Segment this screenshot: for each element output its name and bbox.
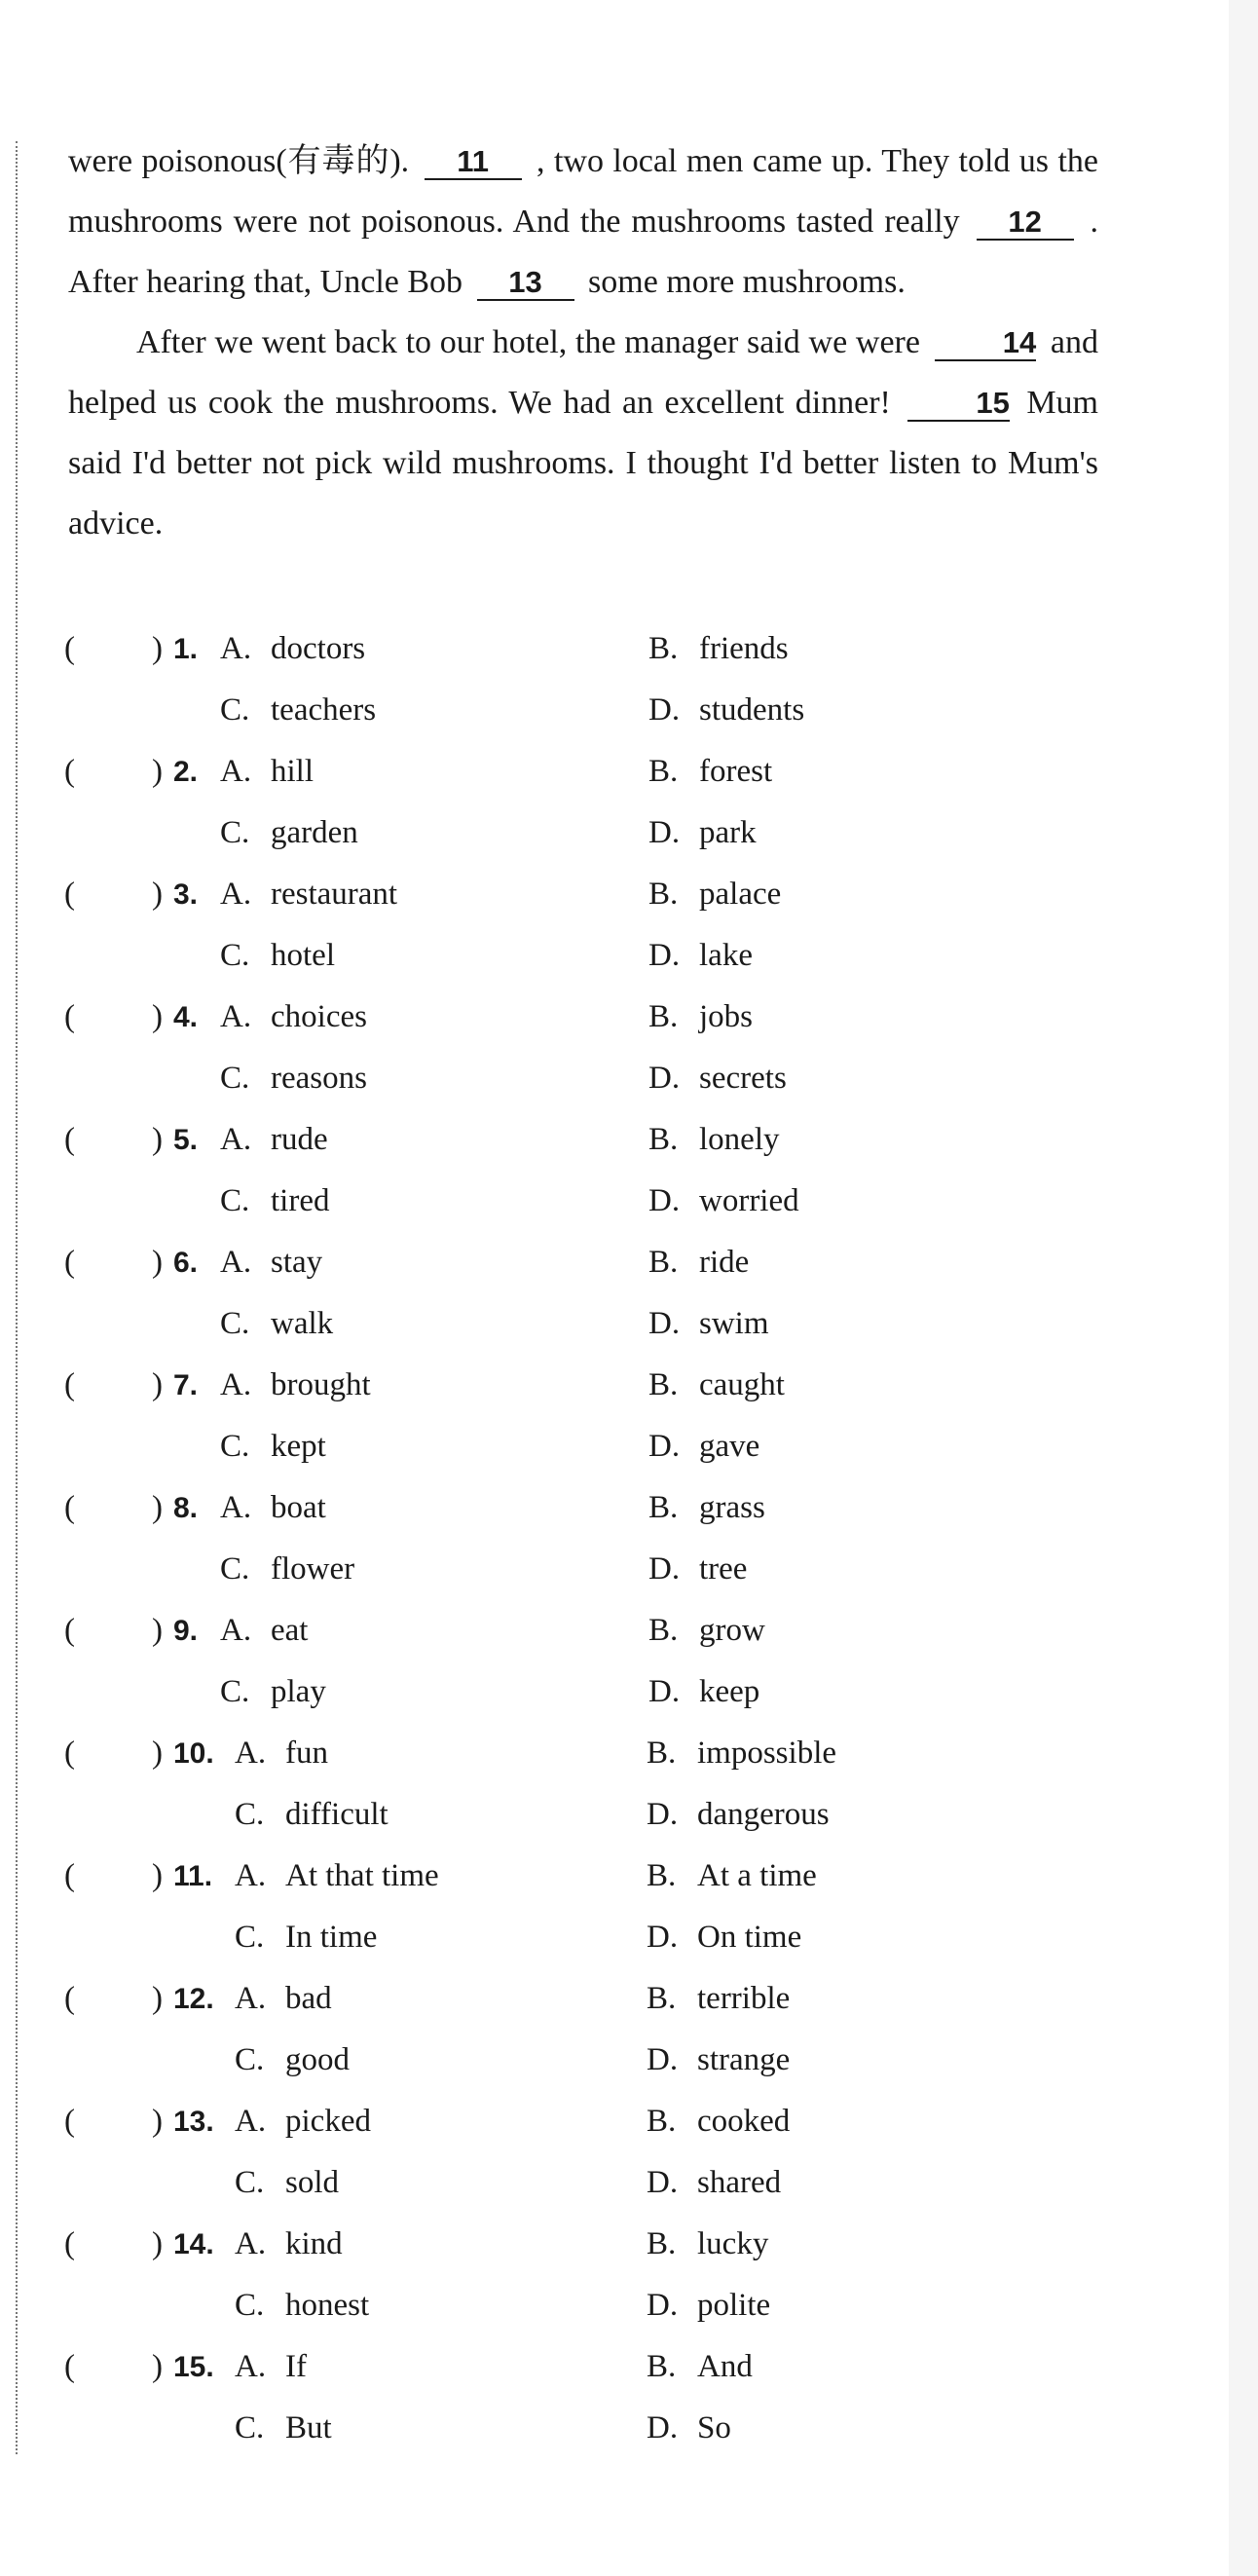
option-a <box>220 1355 371 1416</box>
option-letter: C. <box>235 2042 265 2077</box>
answer-paren-close: ) <box>152 631 163 666</box>
option-text: honest <box>285 2288 370 2323</box>
option-text: park <box>699 815 757 850</box>
option-letter: D. <box>647 2288 679 2323</box>
answer-paren-open: ( <box>64 999 75 1034</box>
option-letter: A. <box>220 1122 252 1157</box>
option-d <box>648 925 753 987</box>
option-a <box>235 1968 332 2030</box>
option-letter: A. <box>235 1981 267 2016</box>
option-text: tired <box>271 1183 330 1218</box>
question-item <box>64 1723 1135 1846</box>
option-letter: C. <box>235 1920 265 1955</box>
option-b <box>648 1600 765 1661</box>
option-text: If <box>285 2349 307 2384</box>
question-row-cd <box>64 925 1135 987</box>
option-text: walk <box>271 1306 334 1341</box>
answer-paren-close: ) <box>152 2226 163 2261</box>
option-letter: B. <box>648 631 679 666</box>
option-d <box>648 803 757 864</box>
option-d <box>648 1048 787 1109</box>
option-a <box>220 741 314 803</box>
question-row-ab <box>64 1600 1135 1661</box>
option-letter: B. <box>647 2226 677 2261</box>
question-number: 1. <box>173 633 199 665</box>
option-text: doctors <box>271 631 366 666</box>
option-b <box>647 1968 790 2030</box>
answer-paren-close: ) <box>152 1613 163 1648</box>
option-letter: B. <box>648 1613 679 1648</box>
option-text: flower <box>271 1551 355 1587</box>
question-number: 10. <box>173 1737 214 1770</box>
option-text: play <box>271 1674 326 1709</box>
option-d <box>647 2275 770 2336</box>
answer-paren-close: ) <box>152 1245 163 1280</box>
option-text: hill <box>271 754 314 789</box>
option-text: choices <box>271 999 367 1034</box>
question-item <box>64 2336 1135 2459</box>
option-d <box>647 1784 830 1846</box>
question-row-ab <box>64 2214 1135 2275</box>
option-text: On time <box>697 1920 802 1955</box>
question-row-cd <box>64 1048 1135 1109</box>
question-row-cd <box>64 1539 1135 1600</box>
option-text: grow <box>699 1613 765 1648</box>
passage-paragraph-1 <box>68 131 1098 313</box>
passage-paragraph-2 <box>68 313 1098 554</box>
question-row-cd <box>64 1171 1135 1232</box>
question-row-cd <box>64 1907 1135 1968</box>
option-text: palace <box>699 877 782 912</box>
option-letter: A. <box>220 631 252 666</box>
answer-paren-open: ( <box>64 1245 75 1280</box>
question-row-ab <box>64 1109 1135 1171</box>
option-text: jobs <box>699 999 754 1034</box>
question-item <box>64 987 1135 1109</box>
option-d <box>648 1539 747 1600</box>
option-c <box>220 1048 367 1109</box>
question-row-cd <box>64 803 1135 864</box>
option-a <box>220 1109 328 1171</box>
option-text: lucky <box>697 2226 769 2261</box>
option-c <box>235 1784 388 1846</box>
answer-paren-open: ( <box>64 1490 75 1525</box>
question-number: 9. <box>173 1615 199 1647</box>
option-d <box>647 2030 790 2091</box>
option-letter: A. <box>235 1736 267 1771</box>
option-text: reasons <box>271 1061 367 1096</box>
option-letter: D. <box>648 1551 681 1587</box>
option-letter: A. <box>235 2349 267 2384</box>
option-letter: A. <box>220 999 252 1034</box>
option-letter: D. <box>648 1183 681 1218</box>
option-text: lake <box>699 938 753 973</box>
option-text: strange <box>697 2042 791 2077</box>
question-row-ab <box>64 2091 1135 2152</box>
answer-paren-open: ( <box>64 1367 75 1402</box>
option-letter: D. <box>647 1920 679 1955</box>
answer-paren-open: ( <box>64 1981 75 2016</box>
option-text: kept <box>271 1429 326 1464</box>
answer-paren-open: ( <box>64 2104 75 2139</box>
option-letter: C. <box>235 1797 265 1832</box>
option-a <box>220 1232 322 1293</box>
question-number: 11. <box>173 1860 213 1892</box>
question-number: 13. <box>173 2106 214 2138</box>
question-row-cd <box>64 1784 1135 1846</box>
option-letter: C. <box>220 1306 250 1341</box>
option-text: At a time <box>697 1858 817 1893</box>
option-letter: D. <box>648 1674 681 1709</box>
answer-paren-open: ( <box>64 1858 75 1893</box>
option-c <box>235 2152 339 2214</box>
option-letter: A. <box>235 2226 267 2261</box>
option-text: polite <box>697 2288 771 2323</box>
blank-14: 14 <box>935 326 1036 361</box>
option-c <box>220 1416 326 1477</box>
question-number: 3. <box>173 878 199 911</box>
option-letter: B. <box>647 2349 677 2384</box>
option-text: rude <box>271 1122 328 1157</box>
option-text: picked <box>285 2104 371 2139</box>
blank-13: 13 <box>477 266 574 301</box>
question-row-ab <box>64 1355 1135 1416</box>
option-letter: A. <box>220 754 252 789</box>
question-row-cd <box>64 1293 1135 1355</box>
option-text: sold <box>285 2165 340 2200</box>
option-letter: B. <box>647 2104 677 2139</box>
option-b <box>647 2091 790 2152</box>
question-row-ab <box>64 1968 1135 2030</box>
option-text: keep <box>699 1674 760 1709</box>
question-number: 15. <box>173 2351 214 2383</box>
option-c <box>220 925 335 987</box>
option-b <box>648 1109 779 1171</box>
option-a <box>235 2336 307 2398</box>
passage-text: some more mushrooms. <box>588 264 906 300</box>
option-b <box>647 1846 817 1907</box>
question-row-cd <box>64 680 1135 741</box>
option-text: bad <box>285 1981 332 2016</box>
option-text: stay <box>271 1245 323 1280</box>
option-a <box>235 2091 371 2152</box>
option-letter: A. <box>235 2104 267 2139</box>
option-text: lonely <box>699 1122 780 1157</box>
question-number: 5. <box>173 1124 199 1156</box>
option-letter: A. <box>220 1490 252 1525</box>
option-d <box>648 680 804 741</box>
option-letter: D. <box>648 938 681 973</box>
option-letter: B. <box>648 1122 679 1157</box>
option-d <box>647 1907 801 1968</box>
blank-12: 12 <box>977 205 1074 241</box>
option-c <box>220 1539 354 1600</box>
question-item <box>64 1846 1135 1968</box>
option-letter: B. <box>648 1490 679 1525</box>
option-letter: A. <box>220 1613 252 1648</box>
option-letter: C. <box>220 1674 250 1709</box>
question-row-ab <box>64 1232 1135 1293</box>
option-letter: D. <box>648 1429 681 1464</box>
option-text: difficult <box>285 1797 388 1832</box>
option-letter: C. <box>235 2288 265 2323</box>
question-list <box>64 618 1135 2459</box>
answer-paren-open: ( <box>64 1122 75 1157</box>
question-row-cd <box>64 2030 1135 2091</box>
option-text: boat <box>271 1490 326 1525</box>
option-c <box>220 803 358 864</box>
question-row-ab <box>64 618 1135 680</box>
question-item <box>64 1109 1135 1232</box>
option-b <box>648 741 772 803</box>
question-row-cd <box>64 1416 1135 1477</box>
option-b <box>647 1723 836 1784</box>
option-letter: C. <box>220 1429 250 1464</box>
option-letter: C. <box>220 692 250 728</box>
option-text: cooked <box>697 2104 791 2139</box>
option-b <box>647 2214 768 2275</box>
option-text: grass <box>699 1490 765 1525</box>
option-text: brought <box>271 1367 371 1402</box>
option-text: garden <box>271 815 358 850</box>
option-text: impossible <box>697 1736 837 1771</box>
question-item <box>64 1355 1135 1477</box>
option-letter: B. <box>648 1367 679 1402</box>
option-c <box>235 2030 350 2091</box>
option-d <box>648 1416 759 1477</box>
option-letter: B. <box>648 754 679 789</box>
option-letter: C. <box>220 938 250 973</box>
answer-paren-open: ( <box>64 877 75 912</box>
option-letter: B. <box>648 999 679 1034</box>
option-d <box>647 2152 781 2214</box>
passage-text: . After hearing that, Uncle Bob <box>68 204 1099 300</box>
question-item <box>64 1477 1135 1600</box>
passage-text: Mum said I'd better not pick wild mushrooms. I thought I'd better listen to Mum's advice. <box>68 385 1099 541</box>
answer-paren-close: ) <box>152 1736 163 1771</box>
option-letter: D. <box>648 692 681 728</box>
question-number: 4. <box>173 1001 199 1033</box>
question-number: 2. <box>173 756 199 788</box>
option-c <box>220 680 376 741</box>
question-item <box>64 1232 1135 1355</box>
question-number: 6. <box>173 1247 199 1279</box>
option-c <box>220 1661 326 1723</box>
reading-passage <box>68 131 1098 554</box>
option-b <box>648 1477 765 1539</box>
blank-11: 11 <box>425 145 522 180</box>
question-row-cd <box>64 1661 1135 1723</box>
answer-paren-close: ) <box>152 999 163 1034</box>
option-c <box>235 2398 332 2459</box>
option-text: But <box>285 2410 332 2445</box>
option-a <box>235 2214 343 2275</box>
option-text: restaurant <box>271 877 398 912</box>
question-item <box>64 864 1135 987</box>
passage-text: and helped us cook the mushrooms. We had an excellent dinner! <box>68 324 1099 421</box>
option-letter: A. <box>220 1245 252 1280</box>
question-row-cd <box>64 2275 1135 2336</box>
option-letter: D. <box>647 2042 679 2077</box>
option-letter: D. <box>648 815 681 850</box>
option-a <box>220 1477 326 1539</box>
option-letter: D. <box>647 1797 679 1832</box>
answer-paren-close: ) <box>152 877 163 912</box>
option-text: hotel <box>271 938 335 973</box>
option-text: At that time <box>285 1858 439 1893</box>
option-letter: A. <box>220 877 252 912</box>
option-letter: C. <box>220 1061 250 1096</box>
option-d <box>647 2398 731 2459</box>
option-letter: B. <box>647 1736 677 1771</box>
option-b <box>647 2336 753 2398</box>
option-text: gave <box>699 1429 760 1464</box>
option-text: dangerous <box>697 1797 830 1832</box>
question-item <box>64 2091 1135 2214</box>
option-text: students <box>699 692 805 728</box>
option-text: terrible <box>697 1981 791 2016</box>
question-item <box>64 1600 1135 1723</box>
option-a <box>220 987 367 1048</box>
option-b <box>648 1355 785 1416</box>
option-d <box>648 1293 769 1355</box>
option-letter: B. <box>648 1245 679 1280</box>
option-text: caught <box>699 1367 785 1402</box>
answer-paren-close: ) <box>152 1367 163 1402</box>
option-letter: D. <box>647 2410 679 2445</box>
question-item <box>64 741 1135 864</box>
option-letter: B. <box>648 877 679 912</box>
question-item <box>64 1968 1135 2091</box>
answer-paren-open: ( <box>64 754 75 789</box>
option-b <box>648 864 781 925</box>
question-row-ab <box>64 741 1135 803</box>
answer-paren-close: ) <box>152 1122 163 1157</box>
option-text: worried <box>699 1183 799 1218</box>
option-letter: D. <box>648 1061 681 1096</box>
passage-text: were poisonous(有毒的). <box>68 143 410 179</box>
option-a <box>220 864 397 925</box>
option-c <box>235 1907 377 1968</box>
option-letter: C. <box>220 1551 250 1587</box>
option-text: shared <box>697 2165 782 2200</box>
answer-paren-close: ) <box>152 2349 163 2384</box>
option-text: swim <box>699 1306 769 1341</box>
answer-paren-close: ) <box>152 2104 163 2139</box>
question-item <box>64 2214 1135 2336</box>
answer-paren-close: ) <box>152 1490 163 1525</box>
option-d <box>648 1661 759 1723</box>
passage-text: After we went back to our hotel, the manager said we were <box>136 324 920 360</box>
option-text: So <box>697 2410 731 2445</box>
question-number: 12. <box>173 1983 214 2015</box>
passage-text: , two local men came up. They told us the mushrooms were not poisonous. And the mushrooms tasted really <box>68 143 1098 240</box>
answer-paren-open: ( <box>64 1736 75 1771</box>
answer-paren-open: ( <box>64 2349 75 2384</box>
option-letter: D. <box>647 2165 679 2200</box>
question-row-ab <box>64 1723 1135 1784</box>
option-text: ride <box>699 1245 750 1280</box>
option-text: teachers <box>271 692 377 728</box>
question-number: 14. <box>173 2228 214 2260</box>
option-text: secrets <box>699 1061 787 1096</box>
answer-paren-open: ( <box>64 1613 75 1648</box>
answer-paren-close: ) <box>152 1858 163 1893</box>
question-row-cd <box>64 2152 1135 2214</box>
option-a <box>235 1723 328 1784</box>
dotted-margin-line <box>16 141 18 2454</box>
option-letter: C. <box>235 2410 265 2445</box>
question-row-ab <box>64 1846 1135 1907</box>
option-c <box>220 1293 333 1355</box>
option-letter: C. <box>220 815 250 850</box>
answer-paren-open: ( <box>64 2226 75 2261</box>
option-b <box>648 1232 749 1293</box>
option-b <box>648 618 789 680</box>
option-text: forest <box>699 754 773 789</box>
option-text: good <box>285 2042 350 2077</box>
option-text: tree <box>699 1551 748 1587</box>
option-letter: A. <box>235 1858 267 1893</box>
question-row-ab <box>64 987 1135 1048</box>
question-number: 8. <box>173 1492 199 1524</box>
answer-paren-close: ) <box>152 754 163 789</box>
option-c <box>235 2275 369 2336</box>
question-row-cd <box>64 2398 1135 2459</box>
option-a <box>235 1846 439 1907</box>
option-letter: C. <box>235 2165 265 2200</box>
option-text: In time <box>285 1920 378 1955</box>
option-a <box>220 1600 308 1661</box>
option-letter: A. <box>220 1367 252 1402</box>
answer-paren-open: ( <box>64 631 75 666</box>
question-number: 7. <box>173 1369 199 1401</box>
option-text: eat <box>271 1613 309 1648</box>
option-letter: D. <box>648 1306 681 1341</box>
option-d <box>648 1171 799 1232</box>
question-item <box>64 618 1135 741</box>
option-letter: B. <box>647 1981 677 2016</box>
option-c <box>220 1171 329 1232</box>
blank-15: 15 <box>907 387 1009 422</box>
answer-paren-close: ) <box>152 1981 163 2016</box>
option-text: fun <box>285 1736 328 1771</box>
option-text: kind <box>285 2226 343 2261</box>
option-b <box>648 987 753 1048</box>
question-row-ab <box>64 1477 1135 1539</box>
option-text: friends <box>699 631 789 666</box>
option-letter: B. <box>647 1858 677 1893</box>
question-row-ab <box>64 864 1135 925</box>
question-row-ab <box>64 2336 1135 2398</box>
option-text: And <box>697 2349 753 2384</box>
option-letter: C. <box>220 1183 250 1218</box>
option-a <box>220 618 365 680</box>
